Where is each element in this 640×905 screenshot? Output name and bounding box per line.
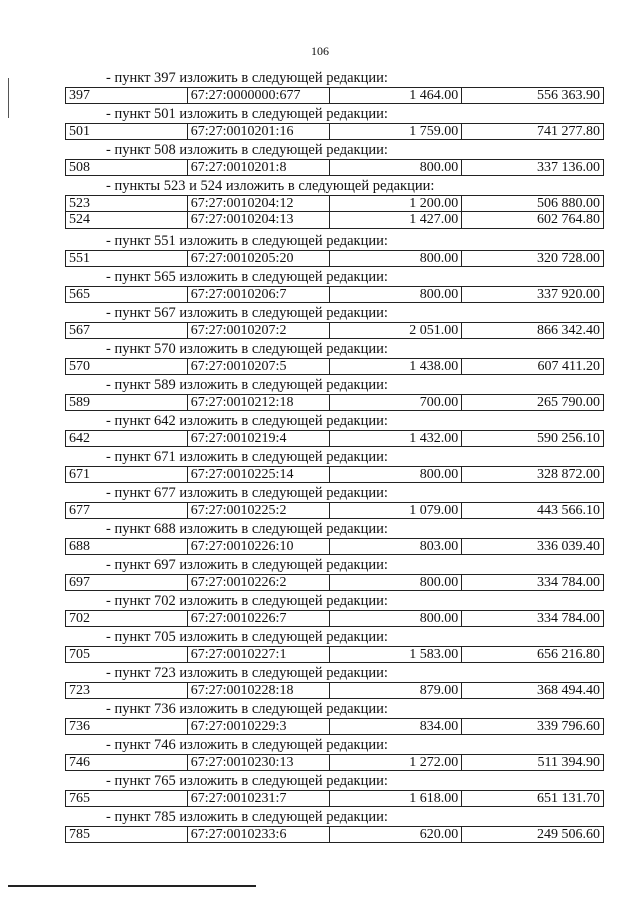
value-cell: 866 342.40: [462, 323, 604, 338]
cadastral-number-cell: 67:27:0010227:1: [188, 647, 330, 662]
area-cell: 800.00: [330, 467, 463, 482]
cadastral-number-cell: 67:27:0010225:14: [188, 467, 330, 482]
item-number-cell: 565: [66, 287, 188, 302]
cadastral-number-cell: 67:27:0010201:16: [188, 124, 330, 139]
amendment-instruction: - пункт 565 изложить в следующей редакции:: [106, 269, 388, 285]
table-row: [65, 790, 604, 807]
value-cell: 337 920.00: [462, 287, 604, 302]
item-number-cell: 523: [66, 196, 188, 211]
amendment-section: [0, 269, 640, 305]
table-row: [65, 538, 604, 555]
item-number-cell: 570: [66, 359, 188, 374]
cadastral-number-cell: 67:27:0010226:7: [188, 611, 330, 626]
value-cell: 590 256.10: [462, 431, 604, 446]
item-number-cell: 671: [66, 467, 188, 482]
value-cell: 320 728.00: [462, 251, 604, 266]
amendment-section: [0, 809, 640, 845]
amendment-section: [0, 485, 640, 521]
amendment-section: [0, 701, 640, 737]
amendment-instruction: - пункт 702 изложить в следующей редакции:: [106, 593, 388, 609]
item-number-cell: 736: [66, 719, 188, 734]
amendment-section: [0, 737, 640, 773]
value-cell: 368 494.40: [462, 683, 604, 698]
cadastral-number-cell: 67:27:0010233:6: [188, 827, 330, 842]
value-cell: 265 790.00: [462, 395, 604, 410]
item-number-cell: 589: [66, 395, 188, 410]
item-number-cell: 785: [66, 827, 188, 842]
table-row: [65, 123, 604, 140]
area-cell: 1 438.00: [330, 359, 463, 374]
area-cell: 800.00: [330, 575, 463, 590]
value-cell: 443 566.10: [462, 503, 604, 518]
amendment-section: [0, 629, 640, 665]
cadastral-number-cell: 67:27:0010226:2: [188, 575, 330, 590]
area-cell: 1 618.00: [330, 791, 463, 806]
area-cell: 700.00: [330, 395, 463, 410]
value-cell: 656 216.80: [462, 647, 604, 662]
amendment-instruction: - пункт 671 изложить в следующей редакции:: [106, 449, 388, 465]
table-row: [65, 87, 604, 104]
area-cell: 803.00: [330, 539, 463, 554]
amendment-section: [0, 557, 640, 593]
table-row: [65, 159, 604, 176]
item-number-cell: 642: [66, 431, 188, 446]
table-row: [65, 322, 604, 339]
cadastral-number-cell: 67:27:0010204:13: [188, 212, 330, 228]
value-cell: 607 411.20: [462, 359, 604, 374]
value-cell: 334 784.00: [462, 611, 604, 626]
area-cell: 800.00: [330, 611, 463, 626]
item-number-cell: 501: [66, 124, 188, 139]
cadastral-number-cell: 67:27:0010225:2: [188, 503, 330, 518]
amendment-instruction: - пункт 567 изложить в следующей редакции:: [106, 305, 388, 321]
item-number-cell: 524: [66, 212, 188, 228]
amendment-section: [0, 665, 640, 701]
area-cell: 1 464.00: [330, 88, 463, 103]
amendment-section: [0, 521, 640, 557]
area-cell: 1 427.00: [330, 212, 463, 228]
area-cell: 2 051.00: [330, 323, 463, 338]
amendment-instruction: - пункт 736 изложить в следующей редакции:: [106, 701, 388, 717]
amendment-instruction: - пункт 785 изложить в следующей редакции:: [106, 809, 388, 825]
amendment-instruction: - пункты 523 и 524 изложить в следующей редакции:: [106, 178, 435, 194]
table-row: [65, 250, 604, 267]
table-row: [65, 610, 604, 627]
area-cell: 800.00: [330, 251, 463, 266]
item-number-cell: 397: [66, 88, 188, 103]
cadastral-number-cell: 67:27:0000000:677: [188, 88, 330, 103]
item-number-cell: 746: [66, 755, 188, 770]
item-number-cell: 551: [66, 251, 188, 266]
cadastral-number-cell: 67:27:0010207:5: [188, 359, 330, 374]
cadastral-number-cell: 67:27:0010229:3: [188, 719, 330, 734]
cadastral-number-cell: 67:27:0010212:18: [188, 395, 330, 410]
area-cell: 1 432.00: [330, 431, 463, 446]
cadastral-number-cell: 67:27:0010207:2: [188, 323, 330, 338]
amendment-instruction: - пункт 746 изложить в следующей редакции:: [106, 737, 388, 753]
value-cell: 741 277.80: [462, 124, 604, 139]
cadastral-number-cell: 67:27:0010228:18: [188, 683, 330, 698]
table-row: [65, 574, 604, 591]
table-row: [65, 502, 604, 519]
amendment-instruction: - пункт 397 изложить в следующей редакции:: [106, 70, 388, 86]
amendment-section: [0, 106, 640, 142]
table-row: [65, 430, 604, 447]
value-cell: 556 363.90: [462, 88, 604, 103]
area-cell: 834.00: [330, 719, 463, 734]
cadastral-number-cell: 67:27:0010231:7: [188, 791, 330, 806]
value-cell: 602 764.80: [462, 212, 604, 228]
table-row: [65, 682, 604, 699]
cadastral-number-cell: 67:27:0010205:20: [188, 251, 330, 266]
amendment-instruction: - пункт 705 изложить в следующей редакции:: [106, 629, 388, 645]
area-cell: 879.00: [330, 683, 463, 698]
item-number-cell: 567: [66, 323, 188, 338]
amendment-instruction: - пункт 570 изложить в следующей редакции:: [106, 341, 388, 357]
value-cell: 506 880.00: [462, 196, 604, 211]
amendment-section: [0, 449, 640, 485]
value-cell: 651 131.70: [462, 791, 604, 806]
table-row: [65, 718, 604, 735]
amendment-section: [0, 142, 640, 178]
table-row: [65, 358, 604, 375]
footer-rule: [8, 885, 256, 887]
cadastral-number-cell: 67:27:0010204:12: [188, 196, 330, 211]
item-number-cell: 688: [66, 539, 188, 554]
value-cell: 511 394.90: [462, 755, 604, 770]
value-cell: 334 784.00: [462, 575, 604, 590]
amendment-instruction: - пункт 688 изложить в следующей редакции:: [106, 521, 388, 537]
item-number-cell: 765: [66, 791, 188, 806]
amendment-instruction: - пункт 765 изложить в следующей редакции:: [106, 773, 388, 789]
amendment-instruction: - пункт 501 изложить в следующей редакции:: [106, 106, 388, 122]
amendment-section: [0, 305, 640, 341]
item-number-cell: 677: [66, 503, 188, 518]
area-cell: 1 583.00: [330, 647, 463, 662]
area-cell: 1 079.00: [330, 503, 463, 518]
amendment-section: [0, 341, 640, 377]
table-row: [65, 212, 604, 229]
item-number-cell: 705: [66, 647, 188, 662]
page-number: 106: [311, 44, 329, 58]
value-cell: 337 136.00: [462, 160, 604, 175]
amendment-section: [0, 413, 640, 449]
amendment-instruction: - пункт 508 изложить в следующей редакции:: [106, 142, 388, 158]
table-row: [65, 754, 604, 771]
item-number-cell: 723: [66, 683, 188, 698]
item-number-cell: 702: [66, 611, 188, 626]
table-row: [65, 466, 604, 483]
item-number-cell: 697: [66, 575, 188, 590]
cadastral-number-cell: 67:27:0010219:4: [188, 431, 330, 446]
cadastral-number-cell: 67:27:0010230:13: [188, 755, 330, 770]
cadastral-number-cell: 67:27:0010226:10: [188, 539, 330, 554]
value-cell: 339 796.60: [462, 719, 604, 734]
amendment-instruction: - пункт 697 изложить в следующей редакции:: [106, 557, 388, 573]
document-body: [0, 70, 640, 845]
cadastral-number-cell: 67:27:0010201:8: [188, 160, 330, 175]
amendment-section: [0, 178, 640, 233]
amendment-instruction: - пункт 642 изложить в следующей редакции:: [106, 413, 388, 429]
amendment-instruction: - пункт 723 изложить в следующей редакции:: [106, 665, 388, 681]
area-cell: 800.00: [330, 287, 463, 302]
area-cell: 620.00: [330, 827, 463, 842]
value-cell: 249 506.60: [462, 827, 604, 842]
table-row: [65, 195, 604, 212]
amendment-section: [0, 70, 640, 106]
amendment-section: [0, 233, 640, 269]
area-cell: 1 759.00: [330, 124, 463, 139]
table-row: [65, 646, 604, 663]
table-row: [65, 394, 604, 411]
amendment-section: [0, 773, 640, 809]
amendment-instruction: - пункт 589 изложить в следующей редакции:: [106, 377, 388, 393]
amendment-section: [0, 377, 640, 413]
value-cell: 328 872.00: [462, 467, 604, 482]
area-cell: 1 200.00: [330, 196, 463, 211]
value-cell: 336 039.40: [462, 539, 604, 554]
area-cell: 1 272.00: [330, 755, 463, 770]
area-cell: 800.00: [330, 160, 463, 175]
table-row: [65, 826, 604, 843]
cadastral-number-cell: 67:27:0010206:7: [188, 287, 330, 302]
item-number-cell: 508: [66, 160, 188, 175]
table-row: [65, 286, 604, 303]
amendment-section: [0, 593, 640, 629]
amendment-instruction: - пункт 677 изложить в следующей редакции:: [106, 485, 388, 501]
amendment-instruction: - пункт 551 изложить в следующей редакции:: [106, 233, 388, 249]
